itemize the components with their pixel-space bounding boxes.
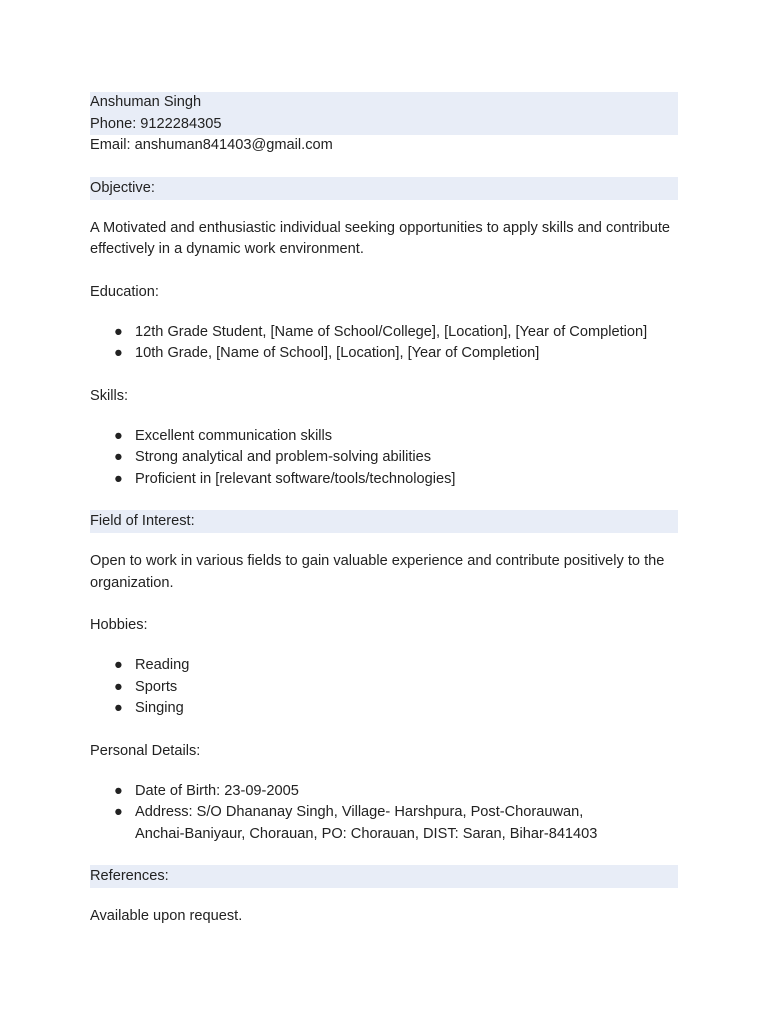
objective-heading: Objective: <box>90 177 678 200</box>
bullet-icon: ● <box>114 782 123 799</box>
skills-list <box>90 426 678 491</box>
list-item: ● 12th Grade Student, [Name of School/College], [Location], [Year of Completion] <box>90 322 678 344</box>
hobbies-heading: Hobbies: <box>90 617 148 633</box>
bullet-icon: ● <box>114 427 123 444</box>
contact-email: Email: anshuman841403@gmail.com <box>90 137 333 153</box>
bullet-icon: ● <box>114 470 123 487</box>
list-item: ● Address: S/O Dhananay Singh, Village- Harshpura, Post-Chorauwan, Anchai-Baniyaur, Chorauan, PO: Chorauan, DIST: Saran, Bihar-841403 <box>114 804 598 842</box>
contact-name: Anshuman Singh <box>90 94 202 110</box>
list-item: ● Singing <box>90 698 678 720</box>
resume-document <box>90 92 678 928</box>
list-item: ● 10th Grade, [Name of School], [Location], [Year of Completion] <box>90 343 678 365</box>
list-item: ● Reading <box>90 655 678 677</box>
bullet-icon: ● <box>114 678 123 695</box>
bullet-icon: ● <box>114 700 123 716</box>
contact-phone: Phone: 9122284305 <box>90 115 222 132</box>
list-item: ● Date of Birth: 23-09-2005 <box>90 781 678 803</box>
bullet-icon: ● <box>114 657 123 673</box>
education-heading: Education: <box>90 283 159 300</box>
list-item: ● Excellent communication skills <box>90 426 678 448</box>
bullet-icon: ● <box>114 804 123 820</box>
list-item: ● Proficient in [relevant software/tools/technologies] <box>90 469 678 491</box>
skills-heading: Skills: <box>90 387 129 404</box>
education-list <box>90 322 678 365</box>
list-item: ● Strong analytical and problem-solving abilities <box>90 447 678 469</box>
personal-details-list <box>90 781 678 846</box>
contact-header-block <box>90 92 678 135</box>
field-of-interest-text: Open to work in various fields to gain valuable experience and contribute positively to the organization. <box>90 553 665 591</box>
field-of-interest-heading: Field of Interest: <box>90 510 678 533</box>
list-item: ● Sports <box>90 677 678 699</box>
personal-details-heading: Personal Details: <box>90 742 201 759</box>
bullet-icon: ● <box>114 345 123 361</box>
bullet-icon: ● <box>114 449 123 465</box>
bullet-icon: ● <box>114 323 123 340</box>
hobbies-list <box>90 655 678 720</box>
references-text: Available upon request. <box>90 908 243 924</box>
references-heading: References: <box>90 865 678 888</box>
objective-text: A Motivated and enthusiastic individual seeking opportunities to apply skills and contribute effectively in a dynamic work environment. <box>90 219 671 257</box>
